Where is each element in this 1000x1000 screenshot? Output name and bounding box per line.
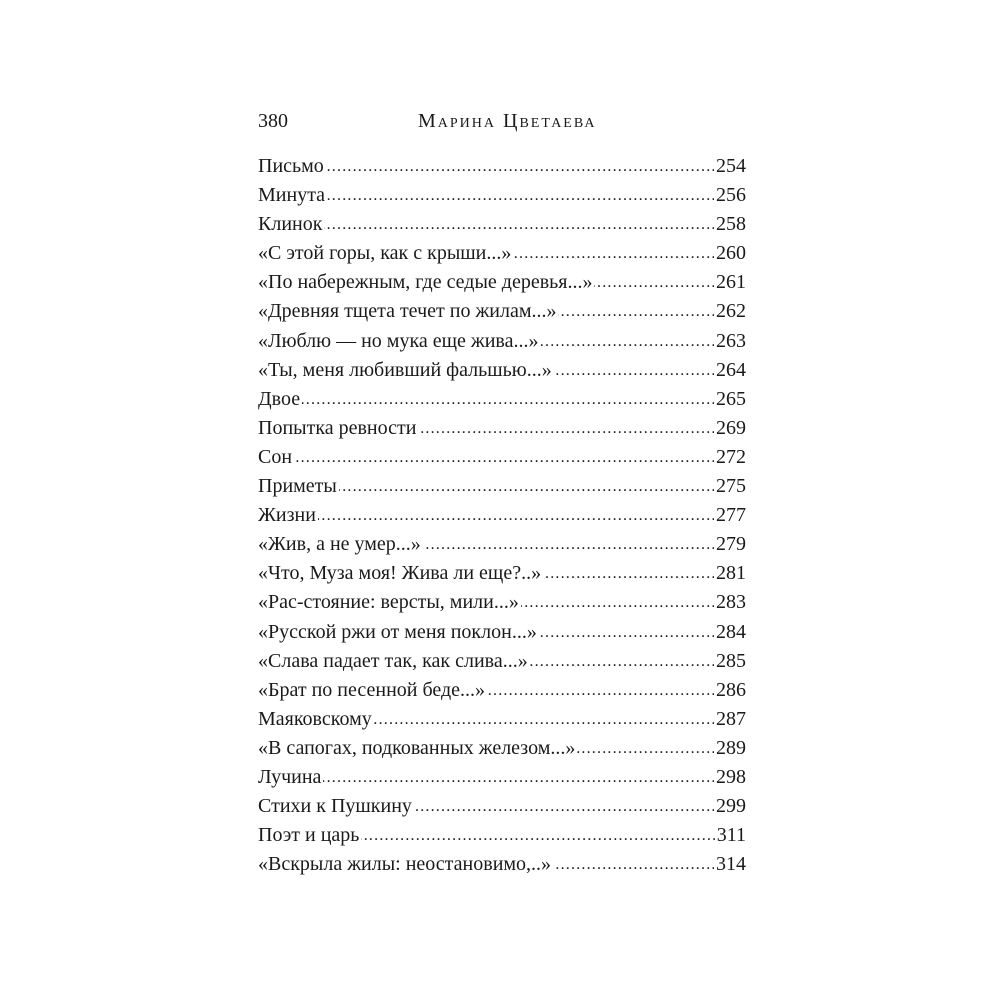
toc-dot-leader <box>541 327 715 356</box>
toc-entry-page-number: 264 <box>716 358 746 381</box>
toc-entry-title: Маяковскому <box>258 707 372 730</box>
toc-entry-title: Минута <box>258 184 326 207</box>
toc-dot-leader <box>324 210 714 239</box>
toc-dot-leader <box>521 588 714 617</box>
toc-entry-title: Клинок <box>258 213 323 236</box>
toc-entry <box>258 181 746 210</box>
toc-entry <box>258 821 746 850</box>
toc-entry-page-number: 269 <box>716 416 746 439</box>
toc-entry <box>258 414 746 443</box>
toc-entry-title: «Вскрыла жилы: неостановимо,..» <box>258 853 552 876</box>
running-title: Марина Цветаева <box>418 110 597 132</box>
toc-dot-leader <box>318 501 714 530</box>
toc-entry-page-number: 261 <box>716 271 746 294</box>
toc-entry-title: «Слава падает так, как слива...» <box>258 649 528 672</box>
toc-dot-leader <box>543 559 714 588</box>
toc-dot-leader <box>423 530 714 559</box>
toc-entry <box>258 618 746 647</box>
toc-dot-leader <box>361 821 714 850</box>
toc-dot-leader <box>418 414 714 443</box>
toc-entry <box>258 443 746 472</box>
toc-entry <box>258 850 746 879</box>
toc-entry <box>258 530 746 559</box>
toc-entry-page-number: 311 <box>716 824 746 847</box>
toc-entry-title: Лучина <box>258 765 322 788</box>
toc-entry-title: «Древняя тщета течет по жилам...» <box>258 300 557 323</box>
toc-dot-leader <box>323 763 714 792</box>
toc-dot-leader <box>327 181 714 210</box>
toc-entry <box>258 763 746 792</box>
toc-dot-leader <box>553 850 714 879</box>
toc-entry <box>258 734 746 763</box>
toc-entry-title: Письмо <box>258 155 324 177</box>
toc-entry-page-number: 281 <box>716 562 746 585</box>
toc-entry-title: «Что, Муза моя! Жива ли еще?..» <box>258 562 542 585</box>
toc-entry-title: «Ты, меня любивший фальшью...» <box>258 358 552 381</box>
toc-entry <box>258 559 746 588</box>
toc-entry-page-number: 283 <box>716 591 746 614</box>
toc-entry-title: Приметы <box>258 475 337 498</box>
toc-entry-title: «В сапогах, подкованных железом...» <box>258 736 576 759</box>
toc-entry-page-number: 256 <box>716 184 746 207</box>
toc-entry-title: «Брат по песенной беде...» <box>258 678 486 701</box>
toc-entry-title: «Русской ржи от меня поклон...» <box>258 620 537 643</box>
toc-entry <box>258 676 746 705</box>
toc-entry-page-number: 265 <box>716 387 746 410</box>
toc-entry-title: «Люблю — но мука еще жива...» <box>258 329 539 352</box>
toc-entry-page-number: 284 <box>716 620 746 643</box>
toc-entry-title: «По набережным, где седые деревья...» <box>258 271 593 294</box>
toc-entry-title: Стихи к Пушкину <box>258 795 412 818</box>
toc-entry-title: Двое <box>258 387 301 410</box>
toc-entry <box>258 297 746 326</box>
toc-entry <box>258 385 746 414</box>
toc-entry-page-number: 299 <box>716 795 746 818</box>
toc-entry-page-number: 254 <box>716 155 746 177</box>
page-number: 380 <box>258 110 288 132</box>
toc-dot-leader <box>594 268 714 297</box>
toc-entry-page-number: 263 <box>716 329 746 352</box>
toc-dot-leader <box>487 676 714 705</box>
toc-dot-leader <box>558 297 714 326</box>
toc-entry-title: Поэт и царь <box>258 824 360 847</box>
toc-entry <box>258 268 746 297</box>
toc-entry <box>258 501 746 530</box>
toc-dot-leader <box>326 152 714 181</box>
toc-entry <box>258 210 746 239</box>
toc-entry-page-number: 314 <box>716 853 746 876</box>
toc-dot-leader <box>339 472 714 501</box>
toc-dot-leader <box>577 734 714 763</box>
toc-entry-page-number: 298 <box>716 765 746 788</box>
toc-entry-title: Попытка ревности <box>258 416 417 439</box>
toc-entry-page-number: 258 <box>716 213 746 236</box>
toc-entry <box>258 152 746 181</box>
toc-dot-leader <box>530 647 714 676</box>
toc-entry <box>258 588 746 617</box>
toc-dot-leader <box>414 792 714 821</box>
toc-entry <box>258 472 746 501</box>
toc-entry-page-number: 285 <box>716 649 746 672</box>
toc-entry-page-number: 262 <box>716 300 746 323</box>
toc-entry-title: Жизни <box>258 504 316 527</box>
table-of-contents <box>258 152 746 879</box>
toc-dot-leader <box>302 385 714 414</box>
toc-entry <box>258 705 746 734</box>
toc-dot-leader <box>539 618 714 647</box>
toc-entry-page-number: 287 <box>716 707 746 730</box>
toc-entry-page-number: 272 <box>716 445 746 468</box>
toc-entry-page-number: 277 <box>716 504 746 527</box>
toc-entry <box>258 239 746 268</box>
toc-entry-title: «Рас-стояние: версты, мили...» <box>258 591 519 614</box>
toc-entry <box>258 792 746 821</box>
toc-entry-page-number: 260 <box>716 242 746 265</box>
toc-entry <box>258 647 746 676</box>
toc-entry <box>258 327 746 356</box>
toc-entry-page-number: 279 <box>716 533 746 556</box>
toc-dot-leader <box>374 705 714 734</box>
page-header <box>258 106 746 136</box>
toc-entry <box>258 356 746 385</box>
toc-entry-page-number: 275 <box>716 475 746 498</box>
toc-entry-page-number: 286 <box>716 678 746 701</box>
toc-dot-leader <box>294 443 714 472</box>
toc-entry-title: «Жив, а не умер...» <box>258 533 421 556</box>
toc-dot-leader <box>513 239 714 268</box>
toc-entry-title: Сон <box>258 445 293 468</box>
toc-dot-leader <box>554 356 714 385</box>
toc-entry-title: «С этой горы, как с крыши...» <box>258 242 512 265</box>
toc-entry-page-number: 289 <box>716 736 746 759</box>
